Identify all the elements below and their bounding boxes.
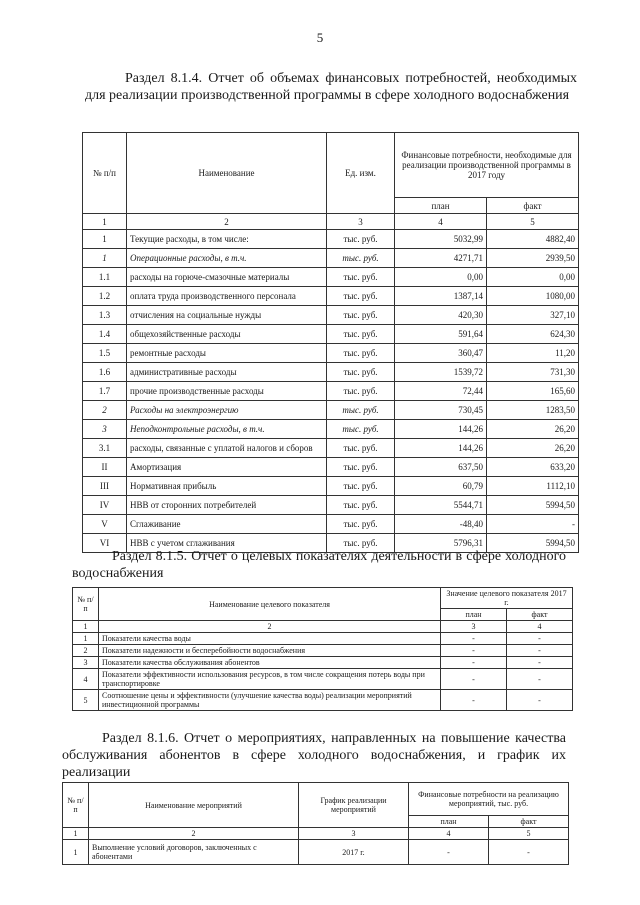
row-fact: 5994,50	[487, 534, 579, 553]
row-fact: 4882,40	[487, 230, 579, 249]
row-num: 3.1	[83, 439, 127, 458]
row-name: прочие производственные расходы	[127, 382, 327, 401]
row-name: расходы на горюче-смазочные материалы	[127, 268, 327, 287]
table-row	[83, 420, 579, 439]
header-num: № п/п	[73, 588, 99, 621]
row-fact: 26,20	[487, 420, 579, 439]
row-num: 5	[73, 690, 99, 711]
row-fact: 165,60	[487, 382, 579, 401]
row-num: 2	[83, 401, 127, 420]
row-unit: тыс. руб.	[327, 401, 395, 420]
row-fact: 0,00	[487, 268, 579, 287]
row-fact: 2939,50	[487, 249, 579, 268]
row-name: общехозяйственные расходы	[127, 325, 327, 344]
header-name: Наименование мероприятий	[89, 783, 299, 828]
row-unit: тыс. руб.	[327, 458, 395, 477]
table-row	[83, 439, 579, 458]
row-unit: тыс. руб.	[327, 439, 395, 458]
row-num: III	[83, 477, 127, 496]
row-num: IV	[83, 496, 127, 515]
table-row	[73, 633, 573, 645]
row-num: VI	[83, 534, 127, 553]
row-plan: -	[441, 633, 507, 645]
row-name: Выполнение условий договоров, заключенных с абонентами	[89, 840, 299, 865]
service-measures-table	[62, 782, 569, 865]
table-row	[83, 515, 579, 534]
header-num: № п/п	[63, 783, 89, 828]
row-plan: 1387,14	[395, 287, 487, 306]
row-num: 1	[63, 840, 89, 865]
row-num: 1	[83, 249, 127, 268]
table-row	[83, 325, 579, 344]
row-fact: -	[489, 840, 569, 865]
table-row	[83, 496, 579, 515]
row-num: V	[83, 515, 127, 534]
row-name: Показатели качества обслуживания абонентов	[99, 657, 441, 669]
row-num: 1	[83, 230, 127, 249]
row-plan: 420,30	[395, 306, 487, 325]
header-fact: факт	[487, 198, 579, 214]
table-row	[73, 690, 573, 711]
row-unit: тыс. руб.	[327, 515, 395, 534]
row-plan: -	[441, 669, 507, 690]
row-unit: тыс. руб.	[327, 382, 395, 401]
table-row	[83, 287, 579, 306]
column-numbers-row: 1 2 3 4 5	[83, 214, 579, 230]
row-unit: тыс. руб.	[327, 325, 395, 344]
header-value: Значение целевого показателя 2017 г.	[441, 588, 573, 609]
table-row	[63, 840, 569, 865]
header-unit: Ед. изм.	[327, 133, 395, 214]
header-name: Наименование целевого показателя	[99, 588, 441, 621]
table-row	[73, 657, 573, 669]
row-plan: -	[441, 690, 507, 711]
row-fact: 1112,10	[487, 477, 579, 496]
row-unit: тыс. руб.	[327, 230, 395, 249]
row-name: отчисления на социальные нужды	[127, 306, 327, 325]
row-unit: тыс. руб.	[327, 249, 395, 268]
row-num: 1.7	[83, 382, 127, 401]
row-num: 3	[83, 420, 127, 439]
row-plan: 72,44	[395, 382, 487, 401]
column-numbers-row: 1 2 3 4 5	[63, 828, 569, 840]
row-fact: -	[507, 690, 573, 711]
target-indicators-table	[72, 587, 573, 711]
header-schedule: График реализации мероприятий	[299, 783, 409, 828]
row-plan: 5032,99	[395, 230, 487, 249]
row-fact: -	[507, 645, 573, 657]
row-plan: 144,26	[395, 439, 487, 458]
table-row	[83, 458, 579, 477]
section-title-8-1-6: Раздел 8.1.6. Отчет о мероприятиях, направленных на повышение качества обслуживания абонентов в сфере холодного водоснабжения, и график их реализации	[62, 731, 566, 780]
row-unit: тыс. руб.	[327, 534, 395, 553]
row-plan: 637,50	[395, 458, 487, 477]
row-unit: тыс. руб.	[327, 496, 395, 515]
row-num: 1.5	[83, 344, 127, 363]
row-name: Сглаживание	[127, 515, 327, 534]
row-plan: 730,45	[395, 401, 487, 420]
row-num: 2	[73, 645, 99, 657]
row-num: 3	[73, 657, 99, 669]
row-name: Текущие расходы, в том числе:	[127, 230, 327, 249]
financial-needs-table	[82, 132, 579, 553]
row-plan: 4271,71	[395, 249, 487, 268]
header-fin-needs: Финансовые потребности, необходимые для реализации производственной программы в 2017 году	[395, 133, 579, 198]
row-name: административные расходы	[127, 363, 327, 382]
row-unit: тыс. руб.	[327, 344, 395, 363]
row-name: Амортизация	[127, 458, 327, 477]
header-plan: план	[409, 816, 489, 828]
row-unit: тыс. руб.	[327, 363, 395, 382]
row-num: 1.1	[83, 268, 127, 287]
table-row	[83, 363, 579, 382]
row-fact: 731,30	[487, 363, 579, 382]
table-row	[83, 306, 579, 325]
row-plan: 5544,71	[395, 496, 487, 515]
table-row	[83, 268, 579, 287]
row-num: 1	[73, 633, 99, 645]
row-name: Показатели надежности и бесперебойности водоснабжения	[99, 645, 441, 657]
row-num: 1.4	[83, 325, 127, 344]
table-row	[83, 401, 579, 420]
row-plan: -	[409, 840, 489, 865]
row-unit: тыс. руб.	[327, 306, 395, 325]
row-name: Показатели качества воды	[99, 633, 441, 645]
row-unit: тыс. руб.	[327, 420, 395, 439]
row-plan: -	[441, 657, 507, 669]
row-num: 1.6	[83, 363, 127, 382]
row-fact: 11,20	[487, 344, 579, 363]
header-fact: факт	[507, 609, 573, 621]
row-fact: 633,20	[487, 458, 579, 477]
header-name: Наименование	[127, 133, 327, 214]
row-fact: 327,10	[487, 306, 579, 325]
section-title-8-1-5: Раздел 8.1.5. Отчет о целевых показателях деятельности в сфере холодного водоснабжения	[72, 549, 566, 581]
row-plan: 144,26	[395, 420, 487, 439]
row-plan: -48,40	[395, 515, 487, 534]
row-num: II	[83, 458, 127, 477]
row-plan: 0,00	[395, 268, 487, 287]
table-row	[73, 645, 573, 657]
row-name: ремонтные расходы	[127, 344, 327, 363]
row-plan: -	[441, 645, 507, 657]
table-row	[83, 230, 579, 249]
row-unit: тыс. руб.	[327, 477, 395, 496]
row-plan: 1539,72	[395, 363, 487, 382]
row-plan: 360,47	[395, 344, 487, 363]
header-fin-needs: Финансовые потребности на реализацию мероприятий, тыс. руб.	[409, 783, 569, 816]
header-fact: факт	[489, 816, 569, 828]
row-name: оплата труда производственного персонала	[127, 287, 327, 306]
table-row	[83, 249, 579, 268]
table-row	[83, 344, 579, 363]
row-num: 1.2	[83, 287, 127, 306]
row-plan: 60,79	[395, 477, 487, 496]
row-num: 4	[73, 669, 99, 690]
row-fact: -	[507, 657, 573, 669]
table-row	[83, 382, 579, 401]
row-num: 1.3	[83, 306, 127, 325]
header-plan: план	[441, 609, 507, 621]
row-name: Расходы на электроэнергию	[127, 401, 327, 420]
page-number: 5	[316, 30, 324, 45]
row-fact: 624,30	[487, 325, 579, 344]
row-fact: 26,20	[487, 439, 579, 458]
row-fact: -	[507, 633, 573, 645]
row-unit: тыс. руб.	[327, 287, 395, 306]
row-name: Соотношение цены и эффективности (улучшение качества воды) реализации мероприятий инвестиционной программы	[99, 690, 441, 711]
row-name: Показатели эффективности использования ресурсов, в том числе сокращения потерь воды при транспортировке	[99, 669, 441, 690]
row-name: Неподконтрольные расходы, в т.ч.	[127, 420, 327, 439]
section-title-8-1-4: Раздел 8.1.4. Отчет об объемах финансовых потребностей, необходимых для реализации производственной программы в сфере холодного водоснабжения	[85, 71, 577, 103]
row-unit: тыс. руб.	[327, 268, 395, 287]
row-name: Операционные расходы, в т.ч.	[127, 249, 327, 268]
row-name: НВВ с учетом сглаживания	[127, 534, 327, 553]
header-plan: план	[395, 198, 487, 214]
row-fact: -	[487, 515, 579, 534]
row-fact: -	[507, 669, 573, 690]
row-name: расходы, связанные с уплатой налогов и сборов	[127, 439, 327, 458]
table-row	[73, 669, 573, 690]
row-fact: 1283,50	[487, 401, 579, 420]
row-schedule: 2017 г.	[299, 840, 409, 865]
header-num: № п/п	[83, 133, 127, 214]
row-plan: 5796,31	[395, 534, 487, 553]
row-plan: 591,64	[395, 325, 487, 344]
row-name: Нормативная прибыль	[127, 477, 327, 496]
row-fact: 5994,50	[487, 496, 579, 515]
row-fact: 1080,00	[487, 287, 579, 306]
row-name: НВВ от сторонних потребителей	[127, 496, 327, 515]
table-row	[83, 477, 579, 496]
column-numbers-row: 1 2 3 4	[73, 621, 573, 633]
